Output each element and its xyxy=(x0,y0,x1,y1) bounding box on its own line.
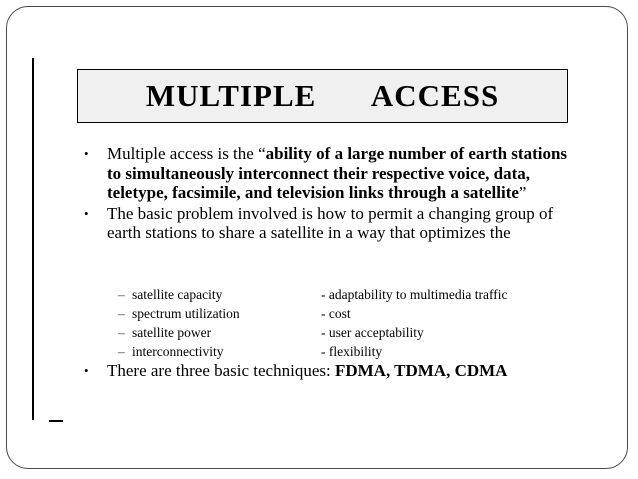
list-item xyxy=(118,304,598,323)
optimization-list xyxy=(118,285,598,361)
list-item-left: satellite capacity xyxy=(132,287,223,302)
list-item-left: interconnectivity xyxy=(132,344,224,359)
list-item-right: - adaptability to multimedia traffic xyxy=(321,287,508,302)
dash-icon: – xyxy=(118,325,125,340)
bullet1-suffix: ” xyxy=(518,183,527,202)
bullet2-text: The basic problem involved is how to permit a changing group of earth stations to share a satellite in a way that optimizes the xyxy=(107,203,554,242)
list-item xyxy=(118,323,598,342)
bullet-icon: • xyxy=(84,205,89,221)
slide-title: MULTIPLE ACCESS xyxy=(145,78,500,113)
bullet-multiple-access-definition xyxy=(82,144,582,203)
list-item-left: spectrum utilization xyxy=(132,306,240,321)
bullet-icon: • xyxy=(84,146,89,161)
bullet1-prefix: Multiple access is the “ xyxy=(107,144,266,163)
bullet-basic-problem xyxy=(82,204,582,243)
list-item-right: - cost xyxy=(321,306,351,321)
dash-icon: – xyxy=(118,344,125,359)
list-item-right: - user acceptability xyxy=(321,325,424,340)
list-item-right: - flexibility xyxy=(321,344,383,359)
title-box xyxy=(77,69,568,123)
list-item-left: satellite power xyxy=(132,325,212,340)
bullet1-bold: ability of a large number of earth stations to simultaneously interconnect their respective voice, data, teletype, facsimile, and television links through a satellite xyxy=(107,144,568,202)
list-item xyxy=(118,342,598,361)
dash-icon: – xyxy=(118,306,125,321)
left-rule xyxy=(32,58,34,420)
bottom-tick xyxy=(49,420,63,422)
dash-icon: – xyxy=(118,287,125,302)
bullet3-bold: FDMA, TDMA, CDMA xyxy=(334,361,508,380)
bullet3-prefix: There are three basic techniques: xyxy=(107,361,335,380)
slide-content xyxy=(82,144,582,380)
bullet-icon: • xyxy=(84,363,89,378)
bullet-three-techniques xyxy=(82,361,627,381)
list-item xyxy=(118,285,598,304)
